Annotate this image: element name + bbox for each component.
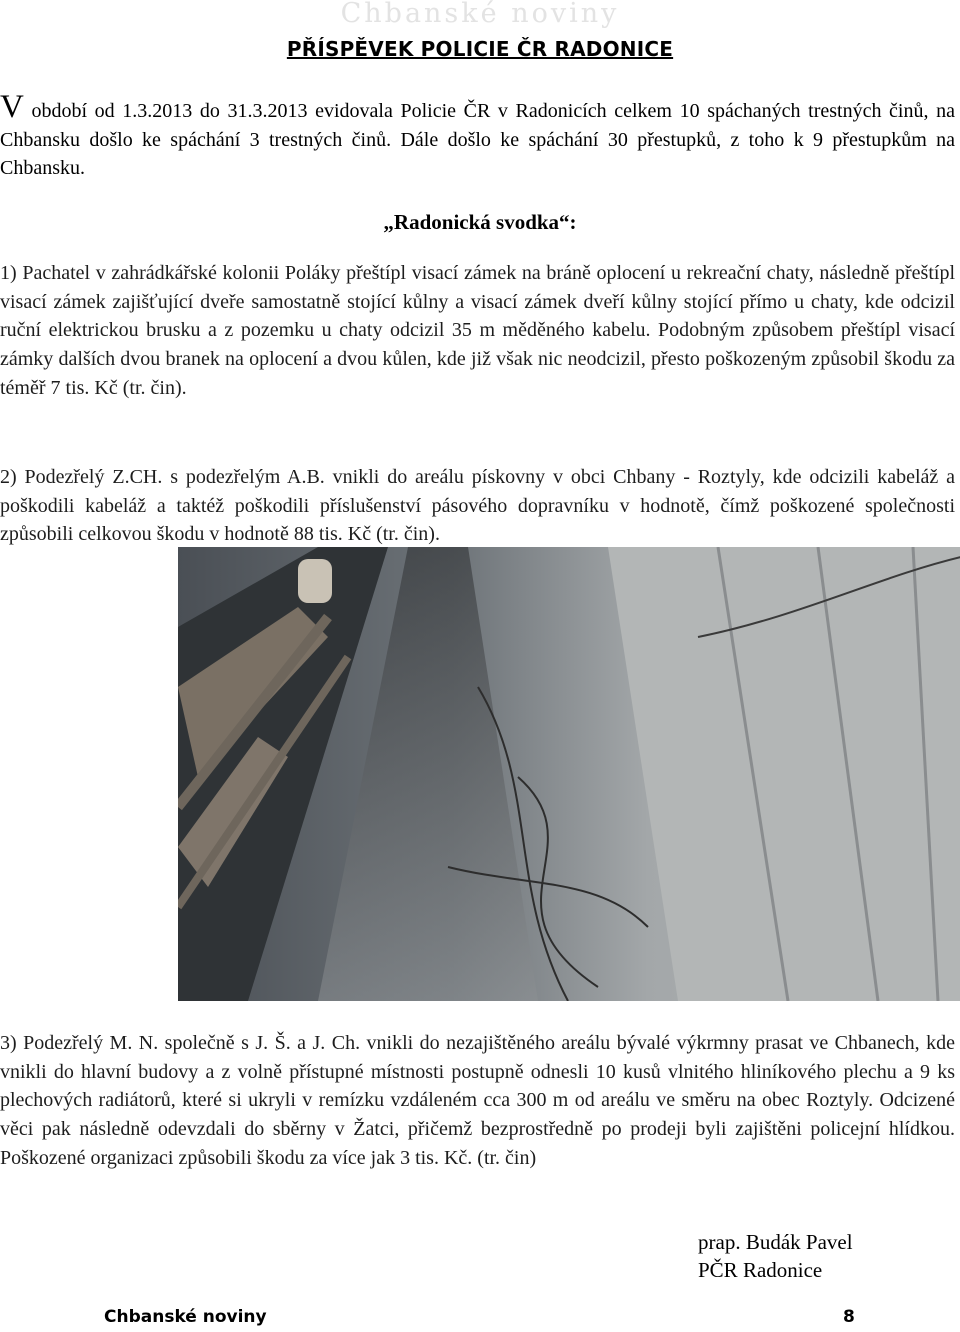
case-paragraph-3: 3) Podezřelý M. N. společně s J. Š. a J. Ch. vnikli do nezajištěného areálu bývalé výkrmny prasat ve Chbanech, kde vnikli do hlavní budovy a z volně přístupné místnosti postupně odnesli 10 kusů vlnitého hliníkového plechu a 9 ks plechových radiátorů, které si ukryli v remízku vzdáleném cca 300 m od areálu ve směru na obec Roztyly. Odcizené věci pak následně odevzdali do sběrny v Žatci, přičemž bezprostředně po prodeji byli zajištěni policejní hlídkou. Poškozené organizaci způsobili škodu za více jak 3 tis. Kč. (tr. čin) xyxy=(0,1032,955,1169)
signature-name: prap. Budák Pavel xyxy=(698,1230,853,1254)
intro-text: období od 1.3.2013 do 31.3.2013 evidovala Policie ČR v Radonicích celkem 10 spáchaných trestných činů, na Chbansku došlo ke spáchání 3 trestných činů. Dále došlo ke spáchání 30 přestupků, z toho k 9 přestupkům na Chbansku. xyxy=(0,100,955,180)
case-paragraph-1: 1) Pachatel v zahrádkářské kolonii Poláky přeštípl visací zámek na bráně oplocení u rekreační chaty, následně přeštípl visací zámek zajišťující dveře samostatně stojící kůlny a visací zámek dveří kůlny stojící přímo u chaty, kde odcizil ruční elektrickou brusku a z pozemku u chaty odcizil 35 m měděného kabelu. Podobným způsobem přeštípl visací zámky dalších dvou branek na oplocení a dvou kůlen, kde již však nic neodcizil, přesto poškozeným způsobil škodu za téměř 7 tis. Kč (tr. čin). xyxy=(0,262,955,399)
footer-publication: Chbanské noviny xyxy=(104,1307,267,1327)
conveyor-tunnel-photo xyxy=(178,547,960,1001)
footer-page-number: 8 xyxy=(843,1307,855,1327)
case-paragraph-2: 2) Podezřelý Z.CH. s podezřelým A.B. vnikli do areálu pískovny v obci Chbany - Roztyly, kde odcizili kabeláž a poškodili kabeláž a taktéž poškodili příslušenství pásového dopravníku v hodnotě, čímž poškozené společnosti způsobili celkovou škodu v hodnotě 88 tis. Kč (tr. čin). xyxy=(0,466,955,546)
section-subtitle: „Radonická svodka“: xyxy=(383,210,577,234)
article-title: PŘÍSPĚVEK POLICIE ČR RADONICE xyxy=(286,37,674,61)
drop-cap: V xyxy=(0,89,24,125)
newspaper-watermark: Chbanské noviny xyxy=(340,0,620,29)
signature-unit: PČR Radonice xyxy=(698,1258,823,1282)
intro-paragraph xyxy=(0,89,955,183)
